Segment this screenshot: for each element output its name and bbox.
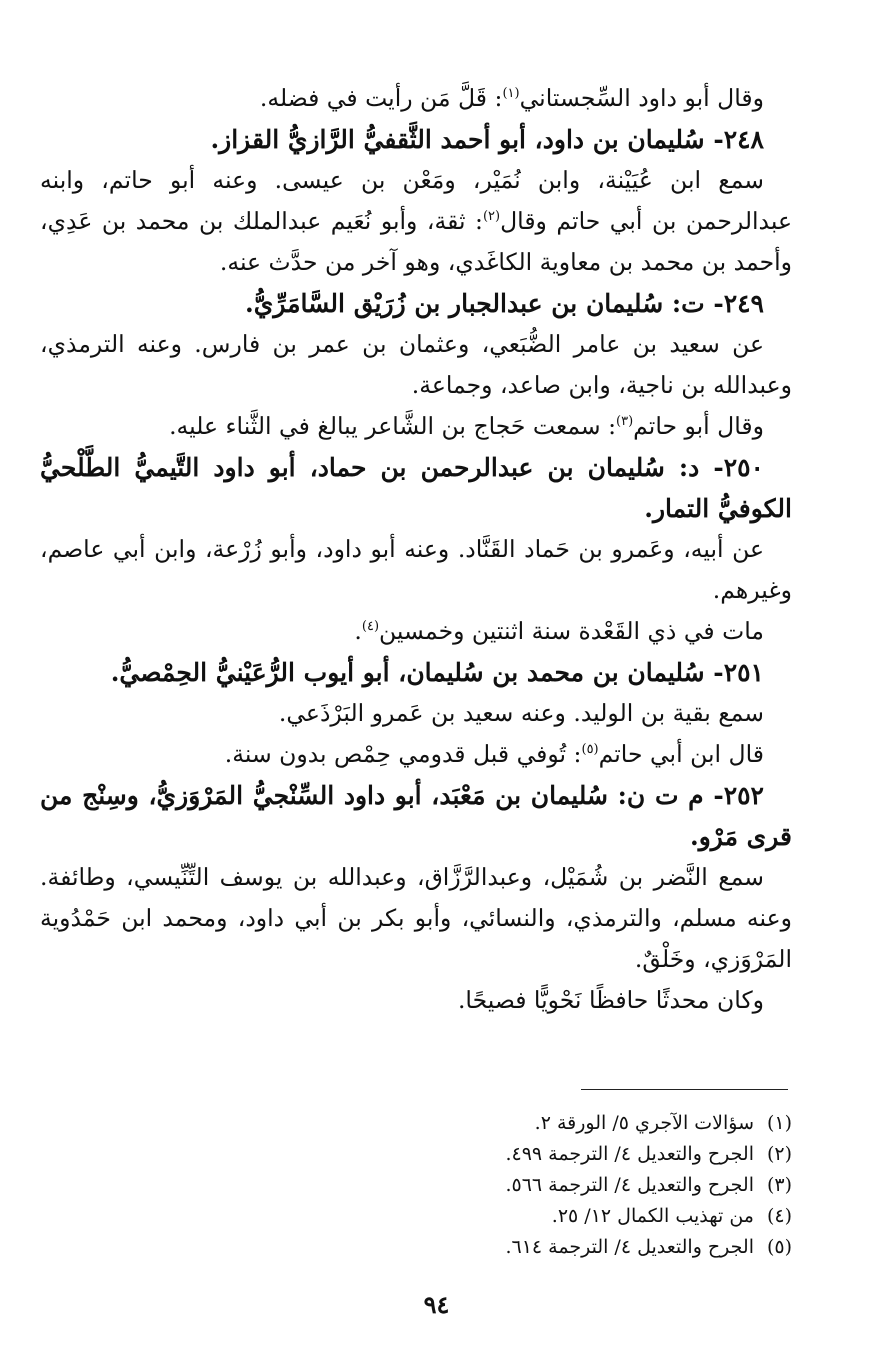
- footnote-number: (٥): [766, 1236, 792, 1258]
- footnote: [200, 1232, 792, 1263]
- paragraph-text-continued: : ثقة، وأبو نُعَيم عبدالملك بن محمد بن عَدِي، وأحمد بن محمد بن معاوية الكاغَدي، وهو آخر من حدَّث عنه.: [40, 207, 792, 276]
- footnote-text: الجرح والتعديل ٤/ الترجمة ٥٦٦.: [505, 1174, 754, 1196]
- footnote-ref: (٤): [361, 619, 380, 635]
- paragraph: [40, 611, 792, 652]
- paragraph: [40, 78, 792, 119]
- footnote: [200, 1139, 792, 1170]
- paragraph-text: وقال أبو داود السِّجستاني: [519, 84, 764, 112]
- paragraph-text: عن أبيه، وعَمرو بن حَماد القَنَّاد. وعنه أبو داود، وأبو زُرْعة، وابن أبي عاصم، وغيرهم.: [40, 535, 792, 604]
- footnote-ref: (١): [502, 86, 520, 102]
- footnote-ref: (٣): [616, 414, 634, 430]
- footnote-number: (٤): [766, 1205, 792, 1227]
- paragraph-text: ٢٤٩- ت: سُليمان بن عبدالجبار بن زُرَيْق السَّامَرِّيُّ.: [245, 289, 764, 318]
- main-text: [40, 78, 792, 1021]
- entry-heading: [40, 447, 792, 529]
- paragraph: [40, 857, 792, 980]
- paragraph-text-continued: : سمعت حَجاج بن الشَّاعر يبالغ في الثَّناء عليه.: [169, 412, 617, 440]
- paragraph: [40, 324, 792, 406]
- footnote: [200, 1170, 792, 1201]
- paragraph-text: سمع النَّضر بن شُمَيْل، وعبدالرَّزَّاق، وعبدالله بن يوسف التِّنِّيسي، وطائفة. وعنه مسلم، والترمذي، والنسائي، وأبو بكر بن أبي داود، ومحمد ابن حَمْدُوية المَرْوَزي، وخَلْقٌ.: [40, 863, 792, 973]
- paragraph-text: سمع بقية بن الوليد. وعنه سعيد بن عَمرو البَرْذَعي.: [278, 699, 764, 727]
- footnote: [200, 1201, 792, 1232]
- entry-heading: [40, 775, 792, 857]
- footnote: [200, 1108, 792, 1139]
- footnote-number: (٣): [766, 1174, 792, 1196]
- paragraph: [40, 529, 792, 611]
- paragraph-text: ٢٥١- سُليمان بن محمد بن سُليمان، أبو أيوب الرُّعَيْنيُّ الحِمْصيُّ.: [110, 658, 764, 687]
- entry-heading: [40, 119, 792, 160]
- footnote-text: من تهذيب الكمال ١٢/ ٢٥.: [551, 1205, 754, 1227]
- paragraph-text: وكان محدثًا حافظًا نَحْويًّا فصيحًا.: [457, 986, 764, 1014]
- paragraph-text: عن سعيد بن عامر الضُّبَعي، وعثمان بن عمر بن فارس. وعنه الترمذي، وعبدالله بن ناجية، وابن صاعد، وجماعة.: [40, 330, 792, 399]
- footnote-ref: (٥): [581, 742, 599, 758]
- paragraph-text: ٢٤٨- سُليمان بن داود، أبو أحمد الثَّقفيُّ الرَّازيُّ القزاز.: [210, 125, 764, 154]
- footnote-text: سؤالات الآجري ٥/ الورقة ٢.: [534, 1112, 754, 1134]
- entry-heading: [40, 283, 792, 324]
- page-number: ٩٤: [423, 1290, 450, 1319]
- footnote-number: (١): [766, 1112, 792, 1134]
- footnote-text: الجرح والتعديل ٤/ الترجمة ٦١٤.: [505, 1236, 754, 1258]
- paragraph: [40, 406, 792, 447]
- footnotes: [200, 1108, 792, 1263]
- paragraph-text-continued: .: [354, 617, 362, 645]
- paragraph: [40, 160, 792, 283]
- paragraph-text: سمع ابن عُيَيْنة، وابن نُمَيْر، ومَعْن بن عيسى. وعنه أبو حاتم، وابنه عبدالرحمن بن أبي حاتم وقال: [40, 166, 793, 235]
- footnote-ref: (٢): [482, 209, 501, 225]
- paragraph-text: وقال أبو حاتم: [633, 412, 764, 440]
- paragraph-text: قال ابن أبي حاتم: [598, 740, 764, 768]
- paragraph-text: مات في ذي القَعْدة سنة اثنتين وخمسين: [379, 617, 764, 645]
- footnote-divider: [581, 1089, 788, 1090]
- footnote-text: الجرح والتعديل ٤/ الترجمة ٤٩٩.: [505, 1143, 754, 1165]
- paragraph-text: ٢٥٢- م ت ن: سُليمان بن مَعْبَد، أبو داود السِّنْجيُّ المَرْوَزيُّ، وسِنْج من قرى مَرْو.: [40, 781, 792, 851]
- footnote-number: (٢): [766, 1143, 792, 1165]
- paragraph: [40, 693, 792, 734]
- paragraph-text: ٢٥٠- د: سُليمان بن عبدالرحمن بن حماد، أبو داود التَّيميُّ الطَّلْحيُّ الكوفيُّ التمار.: [40, 453, 792, 523]
- paragraph-text-continued: : تُوفي قبل قدومي حِمْص بدون سنة.: [224, 740, 582, 768]
- paragraph: [40, 980, 792, 1021]
- entry-heading: [40, 652, 792, 693]
- paragraph-text-continued: : قَلَّ مَن رأيت في فضله.: [259, 84, 503, 112]
- paragraph: [40, 734, 792, 775]
